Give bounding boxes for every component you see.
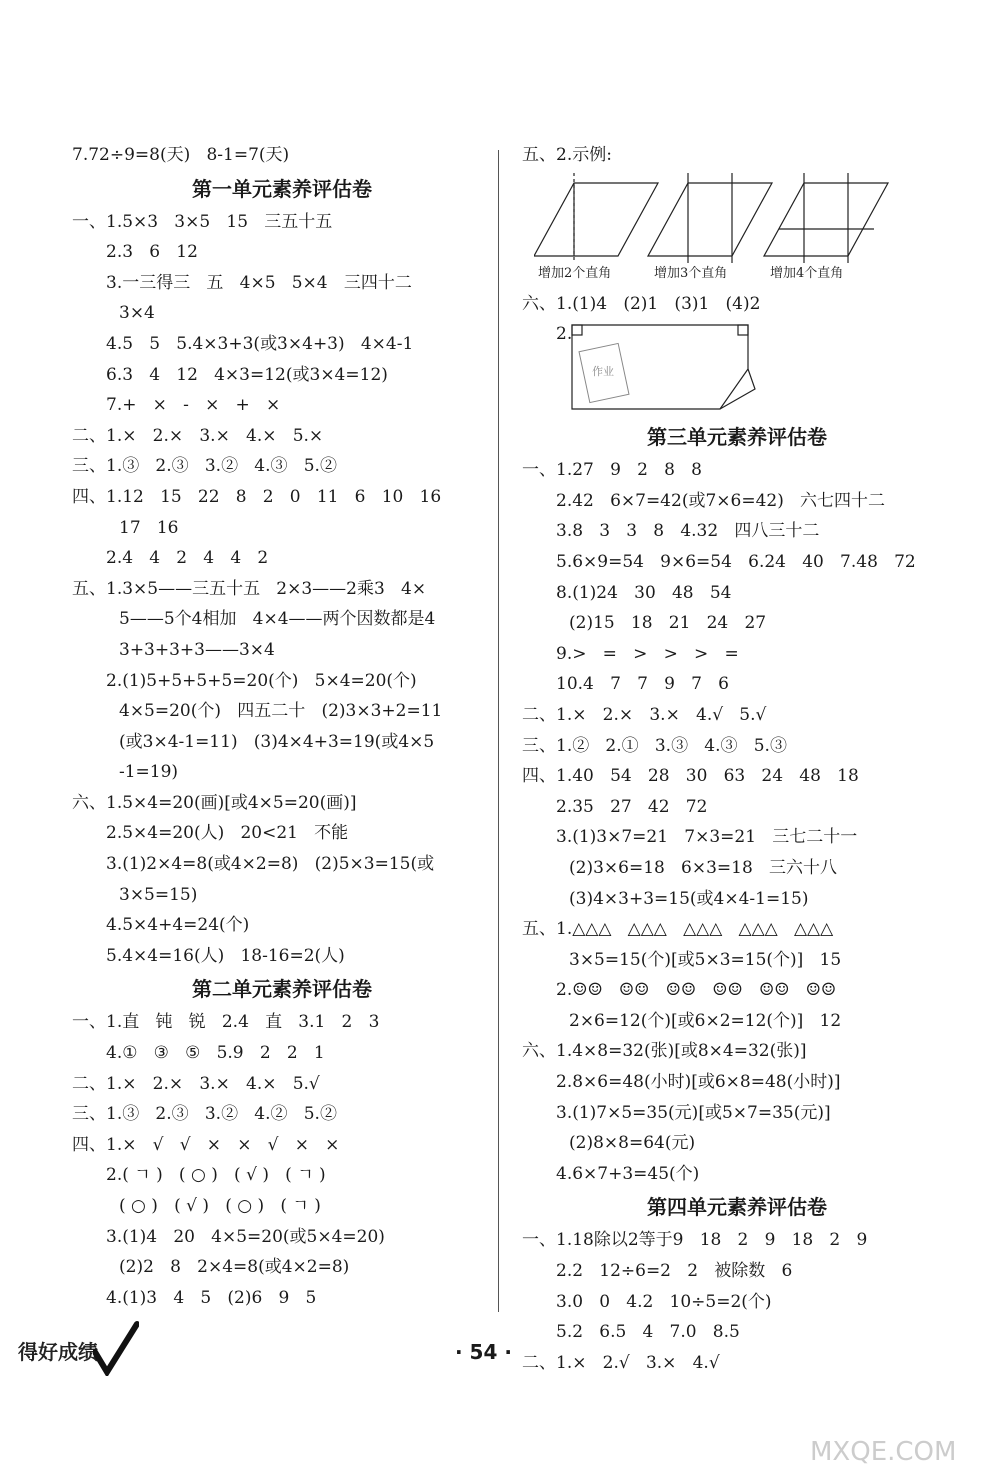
answer-line: 7.+ × - × + ×	[106, 395, 281, 416]
answer-line: (或3×4-1=11) (3)4×4+3=19(或4×5	[119, 731, 435, 752]
watermark	[790, 1410, 990, 1470]
answer-line: 一、1.5×3 3×5 15 三五十五	[72, 211, 333, 232]
answer-line: 一、1.直 钝 锐 2.4 直 3.1 2 3	[72, 1012, 380, 1033]
answer-line: 3.(1)7×5=35(元)[或5×7=35(元)]	[556, 1102, 831, 1123]
answer-line: 5.6×9=54 9×6=54 6.24 40 7.48 72	[556, 551, 916, 572]
right-lines	[522, 419, 952, 1378]
answer-line: 2.3 6 12	[106, 242, 198, 263]
answer-line: 2.( ㄱ ) ( ○ ) ( √ ) ( ㄱ )	[106, 1165, 326, 1186]
caption-1: 增加2个直角	[538, 265, 612, 281]
answer-line: 五、1.3×5——三五十五 2×3——2乘3 4×	[72, 578, 427, 599]
answer-line: 5.2 6.5 4 7.0 8.5	[556, 1322, 740, 1343]
answer-line: 2.(1)5+5+5+5=20(个) 5×4=20(个)	[106, 670, 417, 691]
caption-2: 增加3个直角	[654, 265, 728, 281]
answer-line: 4×5=20(个) 四五二十 (2)3×3+2=11	[119, 701, 443, 722]
answer-line: 5——5个4相加 4×4——两个因数都是4	[119, 609, 436, 630]
answer-line: 四、1.40 54 28 30 63 24 48 18	[522, 766, 859, 787]
answer-line: 3.一三得三 五 4×5 5×4 三四十二	[106, 272, 412, 293]
sticker-text: 作业	[592, 365, 614, 379]
answer-line: 3×5=15(个)[或5×3=15(个)] 15	[569, 949, 842, 970]
answer-line: 三、1.③ 2.③ 3.② 4.③ 5.②	[72, 456, 337, 477]
answer-line: 2.☺☺ ☺☺ ☺☺ ☺☺ ☺☺ ☺☺	[556, 980, 837, 1001]
answer-line: 一、1.27 9 2 8 8	[522, 460, 702, 481]
answer-line: 4.(1)3 4 5 (2)6 9 5	[106, 1287, 317, 1308]
answer-line: 3.8 3 3 8 4.32 四八三十二	[556, 521, 820, 542]
answer-line: 六、1.4×8=32(张)[或8×4=32(张)]	[522, 1041, 807, 1062]
column-divider	[498, 150, 499, 1312]
answer-line: 4.① ③ ⑤ 5.9 2 2 1	[106, 1043, 325, 1064]
answer-line: -1=19)	[119, 762, 179, 783]
answer-line: 2.42 6×7=42(或7×6=42) 六七四十二	[556, 490, 886, 511]
answer-line: (2)8×8=64(元)	[569, 1133, 696, 1154]
answer-line: 六、1.5×4=20(画)[或4×5=20(画)]	[72, 792, 357, 813]
answer-line: 3.(1)3×7=21 7×3=21 三七二十一	[556, 827, 858, 848]
answer-line: 2.8×6=48(小时)[或6×8=48(小时)]	[556, 1072, 841, 1093]
left-column	[72, 140, 492, 1313]
answer-line: ( ○ ) ( √ ) ( ○ ) ( ㄱ )	[119, 1196, 321, 1216]
answer-line: 二、1.× 2.√ 3.× 4.√	[522, 1352, 720, 1373]
answer-line: 3+3+3+3——3×4	[119, 639, 275, 660]
page-number: · 54 ·	[455, 1340, 512, 1364]
answer-line: 二、1.× 2.× 3.× 4.× 5.√	[72, 1073, 320, 1094]
answer-line: (2)2 8 2×4=8(或4×2=8)	[119, 1257, 350, 1278]
watermark-text: MXQE.COM	[810, 1437, 957, 1467]
answer-line: 3.0 0 4.2 10÷5=2(个)	[556, 1291, 772, 1312]
answer-line: 3×5=15)	[119, 884, 198, 905]
answer-line: 6.3 4 12 4×3=12(或3×4=12)	[106, 364, 388, 385]
answer-line: 三、1.③ 2.③ 3.② 4.② 5.②	[72, 1104, 337, 1125]
answer-line: 5.4×4=16(人) 18-16=2(人)	[106, 945, 345, 966]
answer-line: 二、1.× 2.× 3.× 4.× 5.×	[72, 425, 324, 446]
brand-logo: 得好成绩	[18, 1340, 98, 1364]
folded-paper-figure	[522, 319, 952, 419]
parallelogram-2	[648, 183, 772, 256]
answer-line: (2)15 18 21 24 27	[569, 613, 767, 634]
answer-line: 7.72÷9=8(天) 8-1=7(天)	[72, 145, 290, 165]
answer-line: 一、1.18除以2等于9 18 2 9 18 2 9	[522, 1230, 868, 1251]
answer-line: 3.(1)2×4=8(或4×2=8) (2)5×3=15(或	[106, 854, 435, 875]
answer-line: 三、1.② 2.① 3.③ 4.③ 5.③	[522, 735, 787, 756]
answer-line: 2.35 27 42 72	[556, 796, 708, 817]
answer-line: 2.5×4=20(人) 20<21 不能	[106, 823, 349, 844]
answer-line: (2)3×6=18 6×3=18 三六十八	[569, 857, 838, 878]
answer-line: 二、1.× 2.× 3.× 4.√ 5.√	[522, 704, 767, 725]
parallelogram-3	[764, 183, 888, 256]
answer-line: 2.2 12÷6=2 2 被除数 6	[556, 1261, 793, 1282]
caption-3: 增加4个直角	[770, 265, 844, 281]
section-title: 第三单元素养评估卷	[647, 425, 827, 450]
answer-line: 3.(1)4 20 4×5=20(或5×4=20)	[106, 1226, 385, 1247]
answer-line: 9.> = > > > =	[556, 643, 739, 664]
parallelogram-1	[534, 183, 658, 256]
answer-line: 4.5 5 5.4×3+3(或3×4+3) 4×4-1	[106, 333, 414, 354]
answer-line: 四、1.12 15 22 8 2 0 11 6 10 16	[72, 486, 442, 507]
check-icon	[93, 1320, 139, 1376]
answer-line: 3×4	[119, 303, 155, 324]
folded-paper-svg	[570, 319, 830, 419]
answer-line: 五、1.△△△ △△△ △△△ △△△ △△△	[522, 919, 834, 940]
example-heading: 五、2.示例:	[522, 145, 612, 165]
section-title: 第二单元素养评估卷	[192, 977, 372, 1002]
parallelogram-figure	[534, 171, 934, 281]
answer-line: 2.4 4 2 4 4 2	[106, 548, 269, 569]
answer-six-1: 六、1.(1)4 (2)1 (3)1 (4)2	[522, 293, 761, 314]
answer-line: (3)4×3+3=15(或4×4-1=15)	[569, 888, 809, 909]
answer-six-2-label: 2.	[556, 324, 573, 345]
section-title: 第一单元素养评估卷	[192, 176, 372, 201]
answer-line: 4.6×7+3=45(个)	[556, 1163, 700, 1184]
answer-line: 17 16	[119, 517, 179, 538]
answer-line: 4.5×4+4=24(个)	[106, 915, 250, 936]
right-column	[522, 140, 952, 1378]
section-title: 第四单元素养评估卷	[647, 1195, 827, 1220]
answer-line: 2×6=12(个)[或6×2=12(个)] 12	[569, 1010, 842, 1031]
answer-line: 8.(1)24 30 48 54	[556, 582, 732, 603]
answer-line: 四、1.× √ √ × × √ × ×	[72, 1134, 340, 1155]
answer-line: 10.4 7 7 9 7 6	[556, 674, 729, 695]
